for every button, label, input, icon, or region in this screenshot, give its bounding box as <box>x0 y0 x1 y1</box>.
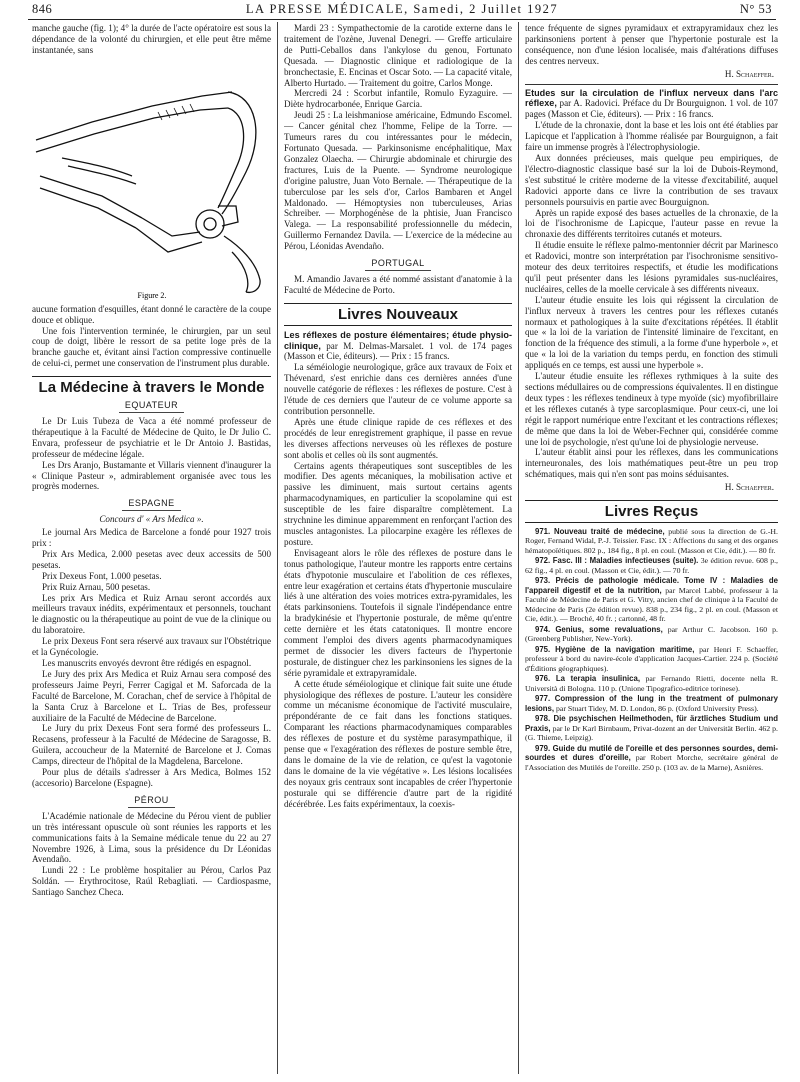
book-title: 974. Genius, some revaluations, <box>535 624 663 634</box>
list-item <box>525 645 778 674</box>
list-item <box>525 674 778 693</box>
book-details: par le Dr Karl Birnbaum, Privat-dozent an der Universität Berlin. 462 p. (G. Thieme, Leipzig). <box>525 723 778 743</box>
country-name: PORTUGAL <box>365 258 430 271</box>
country-heading <box>284 258 512 271</box>
list-item <box>525 527 778 556</box>
paragraph: Les Drs Aranjo, Bustamante et Villaris viennent d'inaugurer la « Clinique Pasteur », admirablement organisée avec tous les progrès modernes. <box>32 459 271 492</box>
paragraph: Certains agents thérapeutiques sont susceptibles de les modifier. Des agents mécaniques, la mobilisation active et passive les diminuent, mais surtout certains agents pharmacodynamiques, en particulier la scopolamine qui est susceptible de les faire disparaître complètement. La strychnine les diminue apparemment en renforçant l'action des muscles antagonistes. La pilocarpine exagère les réflexes de posture. <box>284 460 512 547</box>
list-item <box>525 625 778 644</box>
paragraph: Mardi 23 : Sympathectomie de la carotide externe dans le traitement de l'ozène, Juvenal Denegri. — Greffe articulaire de Putti-Ceballos dans l'ankylose du genou, Fortunato Quesada. — Diagnostic clinique et radiologique de la bronchectasie, E. Encinas et Oscar Soto. — La capacité vitale, Alberto Hurtado. — Traitement du goitre, Carlos Monge. <box>284 23 512 88</box>
paragraph: Une fois l'intervention terminée, le chirurgien, par un seul coup de doigt, libère le ressort de sa petite loge près de la branche gauche et, évitant ainsi l'action compressive continuelle de celui-ci, permet une conservation de l'instrument plus durable. <box>32 325 271 369</box>
section-title: Livres Nouveaux <box>284 303 512 326</box>
paragraph: L'auteur étudie ensuite les lois qui régissent la circulation de l'influx nerveux à travers les centres pour les réflexes cutanés normaux et pathologiques à la suite d'excitations répétées. Il établit que « la loi de la variation de l'intensité liminaire de l'excitant, en fonction de la fréquence des stimuli, a la forme d'une hyperbole », et que « la loi de la variation du temps perdu, en fonction des stimuli appliqués en ce temps, est aussi une hyperbole ». <box>525 294 778 371</box>
page-number: 846 <box>32 2 53 16</box>
section-title: La Médecine à travers le Monde <box>32 376 271 394</box>
paragraph: Le journal Ars Medica de Barcelone a fondé pour 1927 trois prix : <box>32 527 271 549</box>
paragraph: L'auteur établit ainsi pour les réflexes, dans les communications interneuronales, des lois mathématiques peut-être un peu trop schématiques, mais qui n'en sont pas moins séduisantes. <box>525 447 778 480</box>
paragraph: Pour plus de détails s'adresser à Ars Medica, Bolmes 152 (accesorio) Barcelone (Espagne). <box>32 767 271 788</box>
review-meta: par A. Radovici. Préface du Dr Bourguignon. 1 vol. de 107 pages (Masson et Cie, éditeurs). — Prix : 16 francs. <box>525 98 778 120</box>
book-title: 977. Compression of the lung in the treatment of pulmonary lesions, <box>525 694 778 713</box>
country-heading <box>32 498 271 511</box>
issue-number: N° 53 <box>739 2 772 16</box>
book-title: 972. Fasc. III : Maladies infectieuses (suite). <box>535 556 699 566</box>
figure-caption: Figure 2. <box>137 290 167 300</box>
paragraph: Les manuscrits envoyés devront être rédigés en espagnol. <box>42 658 252 668</box>
list-item <box>525 556 778 575</box>
review-title: Les réflexes de posture élémentaires; étude physio-clinique, <box>284 329 512 351</box>
paragraph: Après un rapide exposé des bases actuelles de la chronaxie, de la loi de l'isochronisme de Lapicque, l'auteur passe en revue la chronaxie des différents territoires cutanés et moteurs. <box>525 207 778 240</box>
country-name: EQUATEUR <box>119 400 184 413</box>
paragraph: Le Jury des prix Ars Medica et Ruiz Arnau sera composé des professeurs Jaime Peyri, Ferrer Cagigal et M. Saforcada de la Faculté de Barcelone, M. Corachan, chef de service à l'hôpital de la Santa Cruz à Barcelone et L. Trias de Bes, professeur auxiliaire de la Faculté de Médecine de Barcelone. <box>32 668 271 723</box>
paragraph: M. Amandio Javares a été nommé assistant d'anatomie à la Faculté de Médecine de Porto. <box>284 273 512 295</box>
book-title: 978. Die psychischen Heilmethoden, für ärztliches Studium und Praxis, <box>525 714 778 733</box>
paragraph: aucune formation d'esquilles, étant donné le caractère de la coupe douce et oblique. <box>32 303 271 325</box>
paragraph: tence fréquente de signes pyramidaux et extrapyramidaux chez les parkinsoniens portent à penser que l'hypertonie posturale est la conséquence, non d'une lésion localisée, mais d'altérations diffuses des centres nerveux. <box>525 23 778 66</box>
book-details: par Marcel Labbé, professeur à la Faculté de Médecine de Paris et G. Vitry, ancien chef de clinique à la Faculté de Médecine de Paris (2e édition revue). 838 p., 234 fig., 2 pl. en coul. (Masson et Cie, édit.). — Broché, 40 fr. ; cartonné, 48 fr. <box>525 585 778 624</box>
column-divider-2 <box>518 22 519 1074</box>
author-signature: H. Schaeffer. <box>724 482 774 493</box>
book-details: par Arthur C. Jacobson. 160 p. (Greenberg Publisher, New-York). <box>525 624 778 644</box>
book-title: 979. Guide du mutilé de l'oreille et des personnes sourdes, demi-sourdes et dures d'oreille, <box>525 743 778 763</box>
paragraph: Le Jury du prix Dexeus Font sera formé des professeurs L. Recasens, professeur à la Faculté de Médecine de Saragosse, B. Guilera, accoucheur de la Maternité de Barcelone et J. Comas Camps, directeur de l'hôpital de la Magdelena, Barcelone. <box>32 723 271 767</box>
book-details: par Stuart Tidey, M. D. London, 86 p. (Oxford University Press). <box>556 703 759 713</box>
review-title: Etudes sur la circulation de l'influx nerveux dans l'arc réflexe, <box>525 87 778 109</box>
column-2 <box>284 23 512 810</box>
page-header <box>28 2 776 18</box>
review-meta: par M. Delmas-Marsalet. 1 vol. de 174 pages (Masson et Cie, éditeurs). — Prix : 15 francs. <box>284 340 512 362</box>
book-details: par Fernando Rietti, docente nella R. Università di Bologna. 110 p. (Unione Tipografico-editrice torinese). <box>525 674 778 693</box>
paragraph: Mercredi 24 : Scorbut infantile, Romulo Eyzaguire. — Diète hydrocarbonée, Enrique Garcia. <box>284 88 512 110</box>
received-books-list <box>525 527 778 773</box>
book-title: 971. Nouveau traité de médecine, <box>535 526 665 536</box>
paragraph: L'Académie nationale de Médecine du Pérou vient de publier un très intéressant opuscule où sont réunies les rapports et les communications faits à la Semaine médicale tenue du 22 au 27 Novembre 1926, à Lima, sous la présidence du Dr Léonidas Avendaño. <box>32 810 271 865</box>
column-1 <box>32 23 271 898</box>
paragraph: Aux données précieuses, mais quelque peu empiriques, de l'électro-diagnostic classique basé sur la loi de Dubois-Reymond, s'est substitué le critère moderne de la vitesse d'excitabilité, auquel Radovici apporte dans ce livre la contribution de ses travaux personnels poursuivis en partie avec Bourguignon. <box>525 152 778 207</box>
list-item <box>525 744 778 773</box>
divider <box>525 84 778 85</box>
paragraph: L'auteur étudie ensuite les réflexes rythmiques à la suite des sections médullaires ou de compressions équivalentes. Il en distingue deux types : les réflexes tendineux à type myoïde (sic) myofibrillaire et les réflexes cutanés à type sarcoplasmique. Pour ceux-ci, une loi régit le rapport numérique entre l'excitant et les contractions réflexes; de même que dans la loi de Weber-Fechner qui, considérée comme une loi de psychologie, n'est qu'une loi de physiologie nerveuse. <box>525 371 778 447</box>
paragraph: manche gauche (fig. 1); 4° la durée de l'acte opératoire est sous la dépendance de la volonté du chirurgien, et elle peut être même instantanée, sans <box>32 23 271 55</box>
list-item <box>525 576 778 624</box>
book-details: par Robert Morche, secrétaire général de l'Association des Mutilés de l'oreille. 250 p. (103 av. de la Marne), Asnières. <box>525 753 778 772</box>
country-name: ESPAGNE <box>122 498 180 511</box>
section-title: Livres Reçus <box>525 500 778 523</box>
list-item <box>525 714 778 743</box>
prize-item: Prix Dexeus Font, 1.000 pesetas. <box>42 570 162 581</box>
paragraph: Lundi 22 : Le problème hospitalier au Pérou, Carlos Paz Soldán. — Erythrocitose, Raúl Rebagliati. — Cardiospasme, Santiago Sanchez Checa. <box>32 865 271 898</box>
paragraph: A cette étude séméiologique et clinique fait suite une étude physiologique des réflexes de posture. L'auteur les considère comme un mécanisme économique de l'activité musculaire, prépondérante de ce fait dans les fonctions statiques. Comparant les réactions pharmacodynamiques comparables des réflexes de posture et du système parasympathique, il pense que « l'exagération des réflexes de posture semble être, dans le domaine de la vie de relation, ce qu'est la vagotonie dans le domaine de la vie végétative ». Les lésions localisées des noyaux gris centraux sont incapables de créer l'hypertonie posturale qui se différencie d'autre part de la rigidité décérébrée. Les faits expérimentaux, la coexis- <box>284 678 512 809</box>
header-rule <box>28 19 776 20</box>
book-title: 975. Hygiène de la navigation maritime, <box>535 644 695 654</box>
book-details: 3e édition revue. 608 p., 62 fig., 4 pl. en coul. (Masson et Cie, édit.). — 70 fr. <box>525 556 778 575</box>
paragraph: Les prix Ars Medica et Ruiz Arnau seront accordés aux meilleurs travaux inédits, expérimentaux et personnels, touchant le diagnostic ou la thérapeutique au point de vue de la clinique ou du laboratoire. <box>32 592 271 636</box>
book-details: par Henri F. Schaeffer, professeur à bord du navire-école d'application Jacques-Cartier. 224 p. (Société d'Éditions géographiques). <box>525 644 778 673</box>
paragraph: Jeudi 25 : La leishmaniose américaine, Edmundo Escomel. — Cancer génital chez l'homme, Felipe de la Torre. — Tumeurs rares du cou intéressantes pour le médecin, Fortunato Quesada. — Parkinsonisme encéphalitique, Max Gonzalez Olaecha. — Chirurgie abdominale et chirurgie des fractures, Luis de la Puente. — Syndrome neurologique d'origine palustre, Juan Voto Bernale. — Thérapeutique de la tuberculose par les sels d'or, Carlos Bambaren et Angel Maldonado. — Hémoptysies non tuberculeuses, Arias Schreiber. — Morphogénèse de la phtisie, Juan Francisco Valega. — La responsabilité professionnelle du médecin, Guillermo Fernandez Davila. — L'exercice de la médecine au Pérou, Léonidas Avendaño. <box>284 110 512 252</box>
book-title: 973. Précis de pathologie médicale. Tome IV : Maladies de l'appareil digestif et de la nutrition, <box>525 576 778 595</box>
review-citation <box>525 88 778 121</box>
paragraph: Envisageant alors le rôle des réflexes de posture dans le tonus pathologique, l'auteur montre les rapports entre certains états d'hypotonie musculaire et l'abolition de ces réflexes, entre leur exagération et certains états d'hypertonie musculaire liés à une altération des voies motrices extra-pyramidales, les états parkinsoniens. Toutefois il signale l'indépendance entre la bradykinésie et l'hypertonie posturale, de même qu'entre cette dernière et les états catatoniques. Il montre encore comment l'emploi des divers agents pharmacodynamiques permet de dissocier les divers facteurs de l'hypertonie posturale, de distinguer chez les parkinsoniens les signes de la série pyramidale et extrapyramidale. <box>284 547 512 678</box>
paragraph: Le Dr Luis Tubeza de Vaca a été nommé professeur de thérapeutique à la Faculté de Médecine de Quito, le Dr Julio C. Envara, professeur de psychiatrie et le Dr Antoio J. Bastidas, professeur de médecine légale. <box>32 415 271 459</box>
list-item <box>525 694 778 713</box>
country-heading <box>32 795 271 808</box>
book-title: 976. La terapia insulinica, <box>535 674 640 684</box>
paragraph: La séméiologie neurologique, grâce aux travaux de Foix et Thévenard, s'est enrichie dans ces dernières années d'une nouvelle catégorie de réflexes : les réflexes de posture. C'est à l'étude de ces derniers que l'auteur de ce volume apporte sa contribution personnelle. <box>284 362 512 416</box>
country-name: PÉROU <box>128 795 175 808</box>
prize-item: Prix Ruiz Arnau, 500 pesetas. <box>42 581 151 592</box>
column-divider-1 <box>277 22 278 1074</box>
journal-title: LA PRESSE MÉDICALE, Samedi, 2 Juillet 1927 <box>245 2 559 16</box>
surgical-instrument-figure <box>32 56 271 304</box>
author-signature: H. Schaeffer. <box>724 68 774 79</box>
paragraph: Après une étude clinique rapide de ces réflexes et des procédés de leur enregistrement graphique, il passe en revue les diverses affections nerveuses où les réflexes de posture sont abolis et celles où ils sont augmentés. <box>284 416 512 460</box>
prize-item: Prix Ars Medica, 2.000 pesetas avec deux accessits de 500 pesetas. <box>32 548 271 570</box>
review-citation <box>284 330 512 363</box>
paragraph: L'étude de la chronaxie, dont la base et les lois ont été établies par Lapicque et l'application à l'homme réalisée par Bourguignon, a fait faire un immense progrès à l'électrophysiologie. <box>525 120 778 153</box>
paragraph: Il étudie ensuite le réflexe palmo-mentonnier décrit par Marinesco et Radovici, montre son interprétation par l'isochronisme sensitivo-moteur des deux territoires respectifs, et étudie les modifications qu'il peut présenter dans les lésions pyramidales sus-nucléaires, nucléaires, celles de la moelle cervicale à ses différents niveaux. <box>525 240 778 294</box>
paragraph: Le prix Dexeus Font sera réservé aux travaux sur l'Obstétrique et la Gynécologie. <box>32 636 271 658</box>
country-heading <box>32 400 271 413</box>
subheading: Concours d' « Ars Medica ». <box>99 514 204 525</box>
book-details: publié sous la direction de G.-H. Roger, Fernand Widal, P.-J. Teissier. Fasc. IX : Affections du sang et des organes hématopoïétiques. 802 p., 184 fig., 8 pl. en coul. (Masson et Cie, édit.). — 80 fr. <box>525 526 778 555</box>
column-3 <box>525 23 778 773</box>
